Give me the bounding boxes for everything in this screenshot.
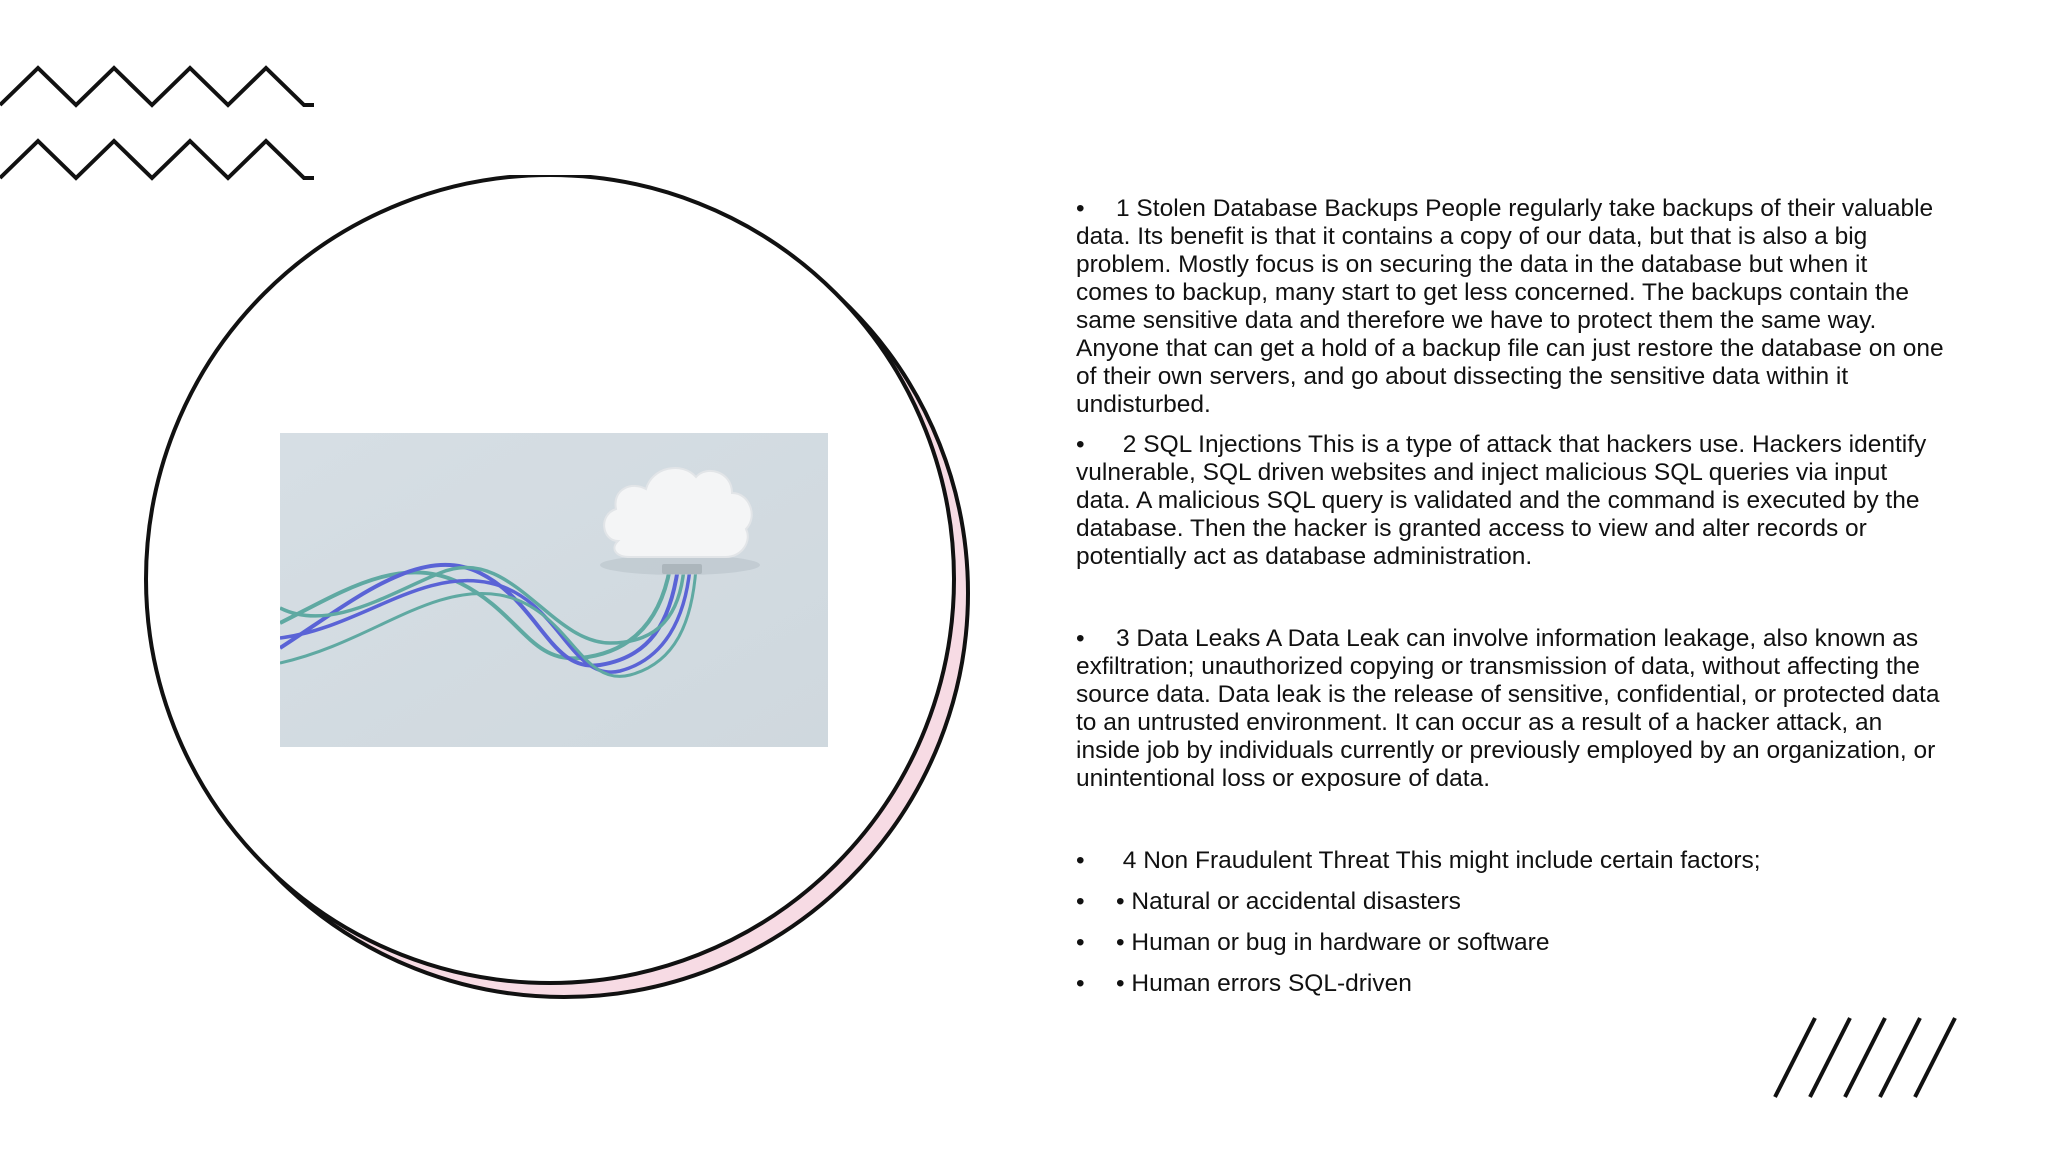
list-item-text: 4 Non Fraudulent Threat This might include certain factors;	[1116, 847, 1761, 874]
list-item	[1076, 431, 1946, 571]
zigzag-decoration	[0, 60, 320, 190]
list-item-text: 1 Stolen Database Backups People regularly take backups of their valuable data. Its benefit is that it contains a copy of our data, but that is also a big problem. Mostly focus is on securing the data in the database but when it comes to backup, many start to get less concerned. The backups contain the same sensitive data and therefore we have to protect them the same way. Anyone that can get a hold of a backup file can just restore the database on one of their own servers, and go about dissecting the sensitive data within it undisturbed.	[1076, 195, 1944, 418]
cloud-cables-image	[280, 433, 828, 747]
bullet-marker: •	[1076, 847, 1085, 874]
bullet-marker: •	[1076, 625, 1085, 652]
bullet-marker: •	[1076, 929, 1085, 956]
bullet-marker: •	[1076, 970, 1085, 997]
bullet-marker: •	[1076, 431, 1085, 458]
list-item	[1076, 847, 1946, 875]
bullet-marker: •	[1076, 195, 1085, 222]
bullet-list	[1076, 195, 1946, 998]
list-item-text: 3 Data Leaks A Data Leak can involve information leakage, also known as exfiltration; unauthorized copying or transmission of data, without affecting the source data. Data leak is the release of sensitive, confidential, or protected data to an untrusted environment. It can occur as a result of a hacker attack, an inside job by individuals currently or previously employed by an organization, or unintentional loss or exposure of data.	[1076, 625, 1940, 792]
sub-list-item-text: • Human errors SQL-driven	[1116, 970, 1412, 997]
list-item	[1076, 625, 1946, 793]
bullet-marker: •	[1076, 888, 1085, 915]
slashes-decoration	[1770, 1015, 1960, 1100]
sub-list-item	[1076, 970, 1946, 998]
sub-list-item	[1076, 888, 1946, 916]
sub-list-item-text: • Natural or accidental disasters	[1116, 888, 1461, 915]
sub-list-item-text: • Human or bug in hardware or software	[1116, 929, 1550, 956]
sub-list-item	[1076, 929, 1946, 957]
list-item-text: 2 SQL Injections This is a type of attack that hackers use. Hackers identify vulnerable, SQL driven websites and inject malicious SQL queries via input data. A malicious SQL query is validated and the command is executed by the database. Then the hacker is granted access to view and alter records or potentially act as database administration.	[1076, 431, 1927, 570]
list-item	[1076, 195, 1946, 419]
